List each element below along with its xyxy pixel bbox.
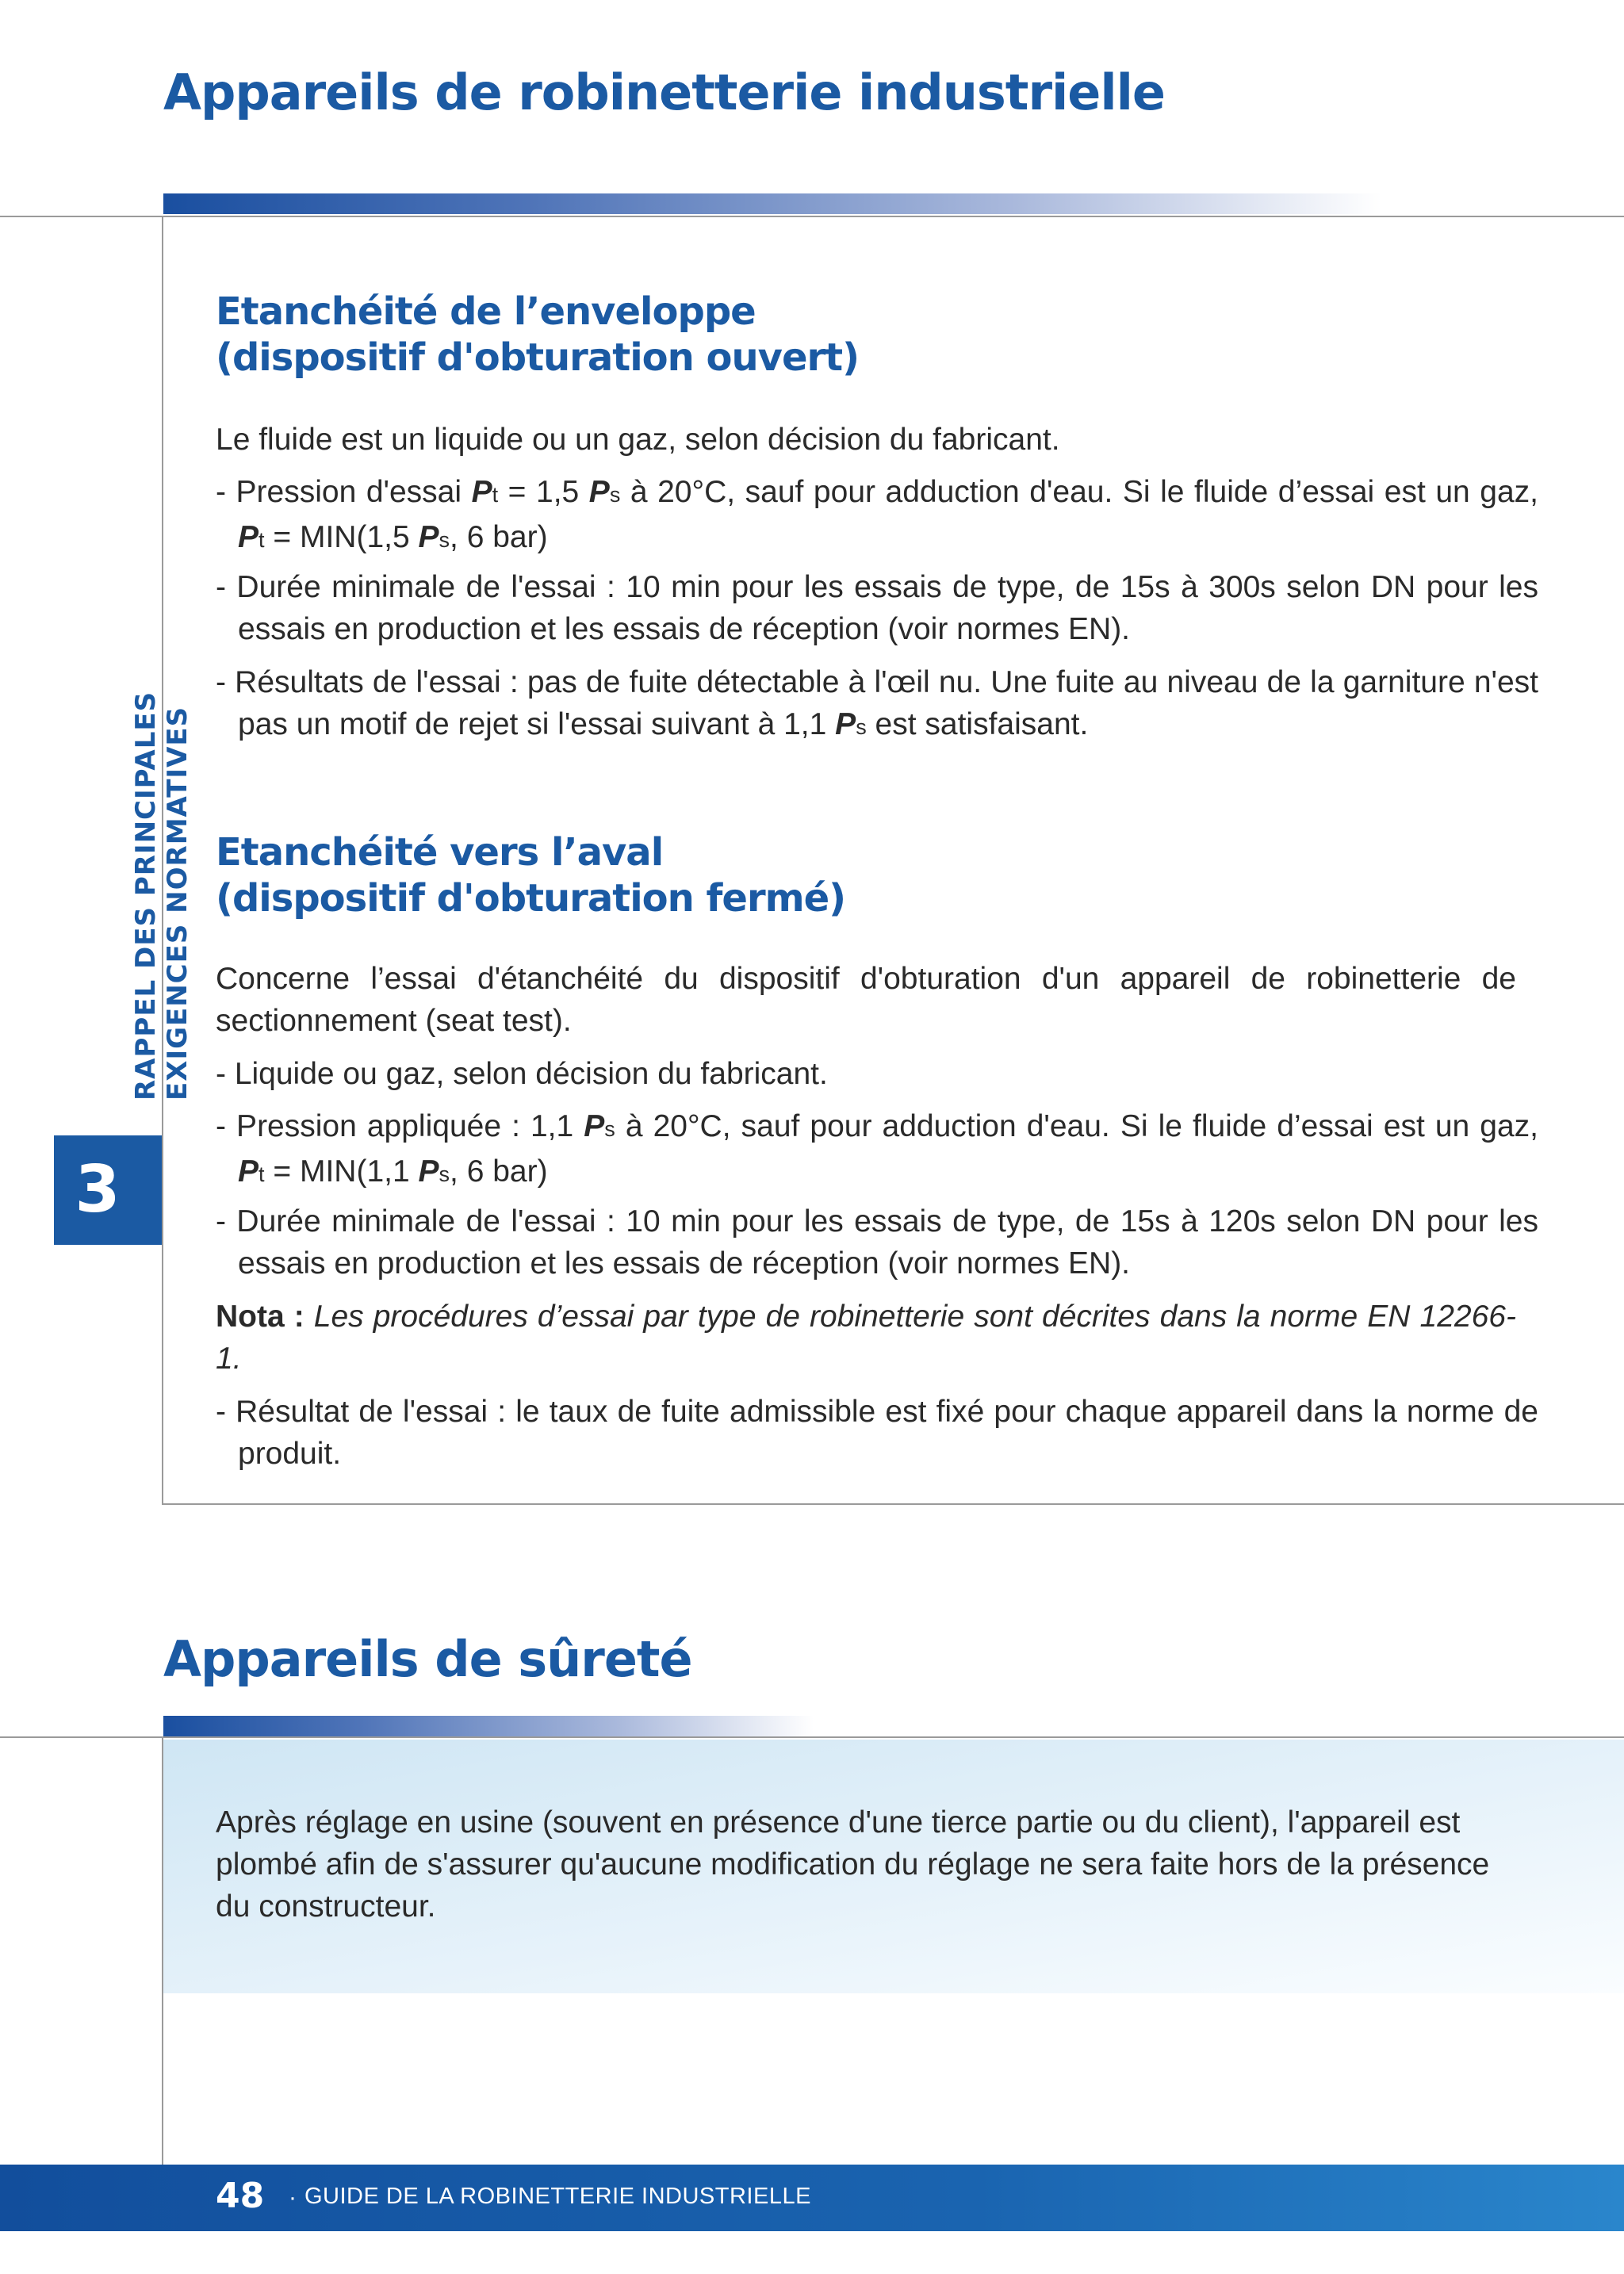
chapter-tab — [54, 1135, 162, 1245]
text-run: , 6 bar) — [450, 1154, 548, 1189]
symbol-p: P — [418, 1154, 439, 1189]
title-underline-bar — [163, 193, 1381, 214]
text-run: = MIN(1,5 — [264, 520, 419, 554]
text-run: est satisfaisant. — [866, 707, 1089, 741]
text-run: , 6 bar) — [450, 520, 548, 554]
symbol-p: P — [238, 1154, 259, 1189]
subscript-s: s — [604, 1117, 615, 1141]
block1-intro: Le fluide est un liquide ou un gaz, selon décision du fabricant. — [216, 423, 1060, 457]
block2-bullet-result: - Résultat de l'essai : le taux de fuite admissible est fixé pour chaque appareil dans la norme de produit. — [216, 1395, 1538, 1471]
block2-bullet-pressure — [216, 1105, 1538, 1196]
subscript-s: s — [856, 715, 867, 739]
page-title: Appareils de robinetterie industrielle — [163, 63, 1165, 121]
subscript-t: t — [259, 528, 265, 552]
side-label-line1: RAPPEL DES PRINCIPALES — [130, 691, 162, 1101]
nota-text: Les procédures d’essai par type de robinetterie sont décrites dans la norme EN 12266-1. — [216, 1300, 1516, 1376]
symbol-p: P — [471, 475, 492, 509]
footer-guide-title: GUIDE DE LA ROBINETTERIE INDUSTRIELLE — [304, 2184, 811, 2209]
block1-heading-line1: Etanchéité de l’enveloppe — [216, 289, 756, 334]
block2-nota — [216, 1296, 1516, 1380]
chapter-side-label — [130, 498, 193, 1101]
section2-top-rule — [0, 1736, 1624, 1738]
subscript-s: s — [439, 1162, 450, 1186]
block2-bullet-fluid: - Liquide ou gaz, selon décision du fabricant. — [216, 1057, 828, 1091]
block2-heading-line1: Etanchéité vers l’aval — [216, 830, 664, 875]
block2-heading-line2: (dispositif d'obturation fermé) — [216, 876, 846, 921]
text-run: - Pression d'essai — [216, 475, 472, 509]
symbol-p: P — [238, 520, 259, 554]
subscript-t: t — [492, 483, 499, 507]
symbol-p: P — [835, 707, 856, 741]
chapter-number: 3 — [75, 1152, 121, 1227]
section-bottom-rule — [162, 1503, 1624, 1505]
surete-text: Après réglage en usine (souvent en présence d'une tierce partie ou du client), l'appareil est plombé afin de s'assurer qu'aucune modification du réglage ne sera faite hors de la présence du constructeur. — [216, 1805, 1490, 1924]
block1-bullet-pressure — [216, 471, 1538, 561]
text-run: = MIN(1,1 — [264, 1154, 419, 1189]
block2-bullet-duration: - Durée minimale de l'essai : 10 min pour les essais de type, de 15s à 120s selon DN pour les essais en production et les essais de réception (voir normes EN). — [216, 1204, 1538, 1281]
block1-bullet-duration: - Durée minimale de l'essai : 10 min pour les essais de type, de 15s à 300s selon DN pour les essais en production et les essais de réception (voir normes EN). — [216, 570, 1538, 646]
text-run: - Résultats de l'essai : pas de fuite détectable à l'œil nu. Une fuite au niveau de la garniture n'est pas un motif de rejet si l'essai suivant à 1,1 — [216, 665, 1538, 741]
page-number: 48 — [216, 2176, 265, 2216]
text-run: à 20°C, sauf pour adduction d'eau. Si le fluide d’essai est un gaz, — [615, 1109, 1538, 1143]
block2-heading — [216, 829, 845, 921]
symbol-p: P — [588, 475, 610, 509]
block1-bullet-results — [216, 661, 1538, 748]
section2-underline-bar — [163, 1716, 814, 1736]
symbol-p: P — [584, 1109, 605, 1143]
text-run: à 20°C, sauf pour adduction d'eau. Si le fluide d’essai est un gaz, — [620, 475, 1538, 509]
symbol-p: P — [418, 520, 439, 554]
text-run: - Pression appliquée : 1,1 — [216, 1109, 584, 1143]
side-label-line2: EXIGENCES NORMATIVES — [162, 706, 193, 1101]
subscript-t: t — [259, 1162, 265, 1186]
nota-label: Nota : — [216, 1300, 304, 1334]
block1-heading-line2: (dispositif d'obturation ouvert) — [216, 335, 860, 380]
block1-heading — [216, 289, 859, 381]
text-run: = 1,5 — [498, 475, 589, 509]
top-rule — [0, 216, 1624, 217]
subscript-s: s — [609, 483, 621, 507]
section-title-surete: Appareils de sûreté — [163, 1630, 692, 1688]
block2-intro: Concerne l’essai d'étanchéité du dispositif d'obturation d'un appareil de robinetterie de sectionnement (seat test). — [216, 962, 1516, 1038]
footer-separator: · — [289, 2184, 297, 2211]
subscript-s: s — [439, 528, 450, 552]
